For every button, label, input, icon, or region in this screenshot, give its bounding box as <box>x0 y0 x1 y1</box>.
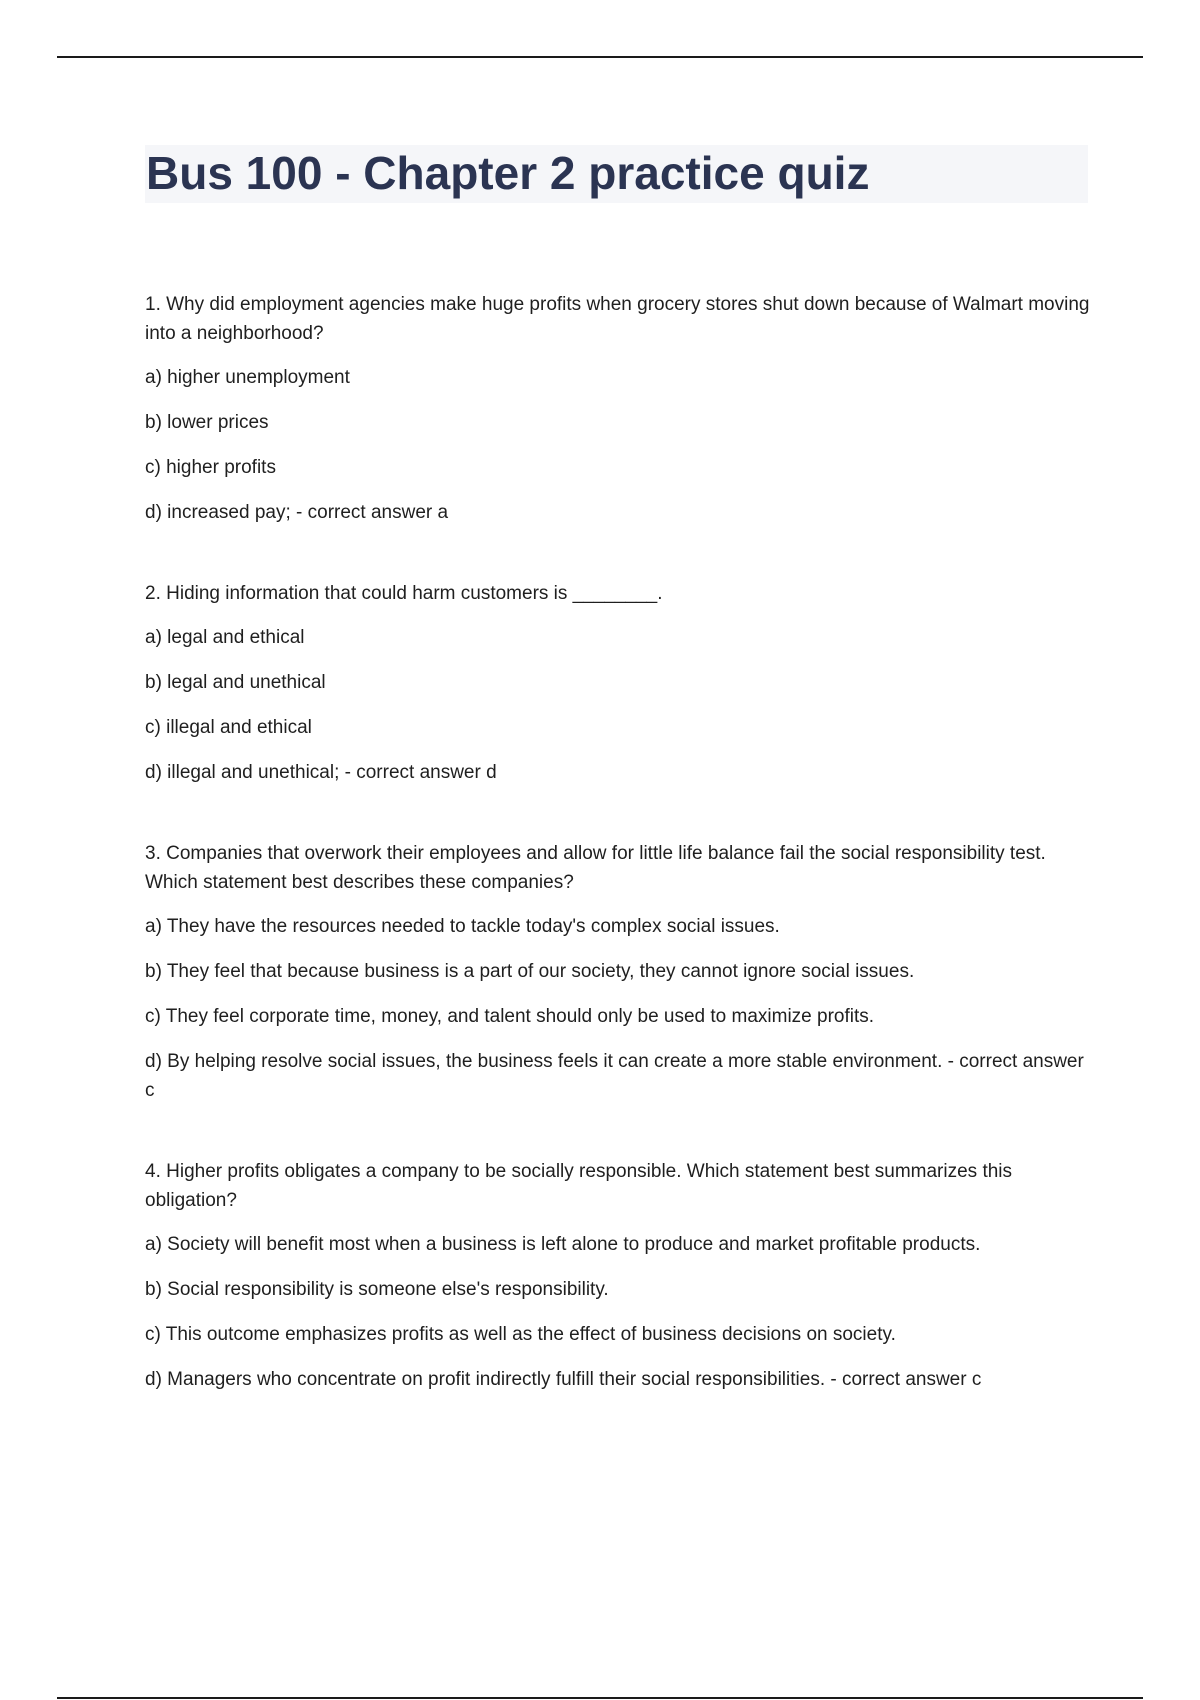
answer-option-b: b) lower prices <box>145 412 269 433</box>
answer-option-a: a) Society will benefit most when a business is left alone to produce and market profitable products. <box>145 1234 981 1255</box>
answer-option-c: c) They feel corporate time, money, and talent should only be used to maximize profits. <box>145 1006 875 1027</box>
question-1 <box>145 290 1090 527</box>
question-text: 4. Higher profits obligates a company to be socially responsible. Which statement best summarizes this obligation? <box>145 1161 1013 1211</box>
question-3 <box>145 839 1090 1105</box>
answer-option-d: d) Managers who concentrate on profit indirectly fulfill their social responsibilities. - correct answer c <box>145 1369 982 1390</box>
document-title: Bus 100 - Chapter 2 practice quiz <box>146 147 870 199</box>
answer-option-c: c) This outcome emphasizes profits as well as the effect of business decisions on society. <box>145 1324 896 1345</box>
answer-option-c: c) illegal and ethical <box>145 717 312 738</box>
top-rule <box>57 56 1143 58</box>
answer-option-a: a) higher unemployment <box>145 367 350 388</box>
question-text: 1. Why did employment agencies make huge profits when grocery stores shut down because of Walmart moving into a neighborhood? <box>145 294 1090 344</box>
answer-option-d: d) illegal and unethical; - correct answer d <box>145 762 497 783</box>
answer-option-a: a) They have the resources needed to tackle today's complex social issues. <box>145 916 780 937</box>
answer-option-b: b) They feel that because business is a part of our society, they cannot ignore social issues. <box>145 961 915 982</box>
answer-option-b: b) legal and unethical <box>145 672 326 693</box>
answer-option-c: c) higher profits <box>145 457 276 478</box>
question-text: 3. Companies that overwork their employees and allow for little life balance fail the social responsibility test. Which statement best describes these companies? <box>145 843 1046 893</box>
bottom-rule <box>57 1697 1143 1699</box>
answer-option-a: a) legal and ethical <box>145 627 305 648</box>
question-2 <box>145 579 1090 787</box>
answer-option-d: d) increased pay; - correct answer a <box>145 502 449 523</box>
question-text: 2. Hiding information that could harm customers is ________. <box>145 583 663 604</box>
answer-option-b: b) Social responsibility is someone else's responsibility. <box>145 1279 609 1300</box>
quiz-content <box>145 290 1090 1410</box>
question-4 <box>145 1157 1090 1394</box>
answer-option-d: d) By helping resolve social issues, the business feels it can create a more stable environment. - correct answer c <box>145 1051 1084 1101</box>
